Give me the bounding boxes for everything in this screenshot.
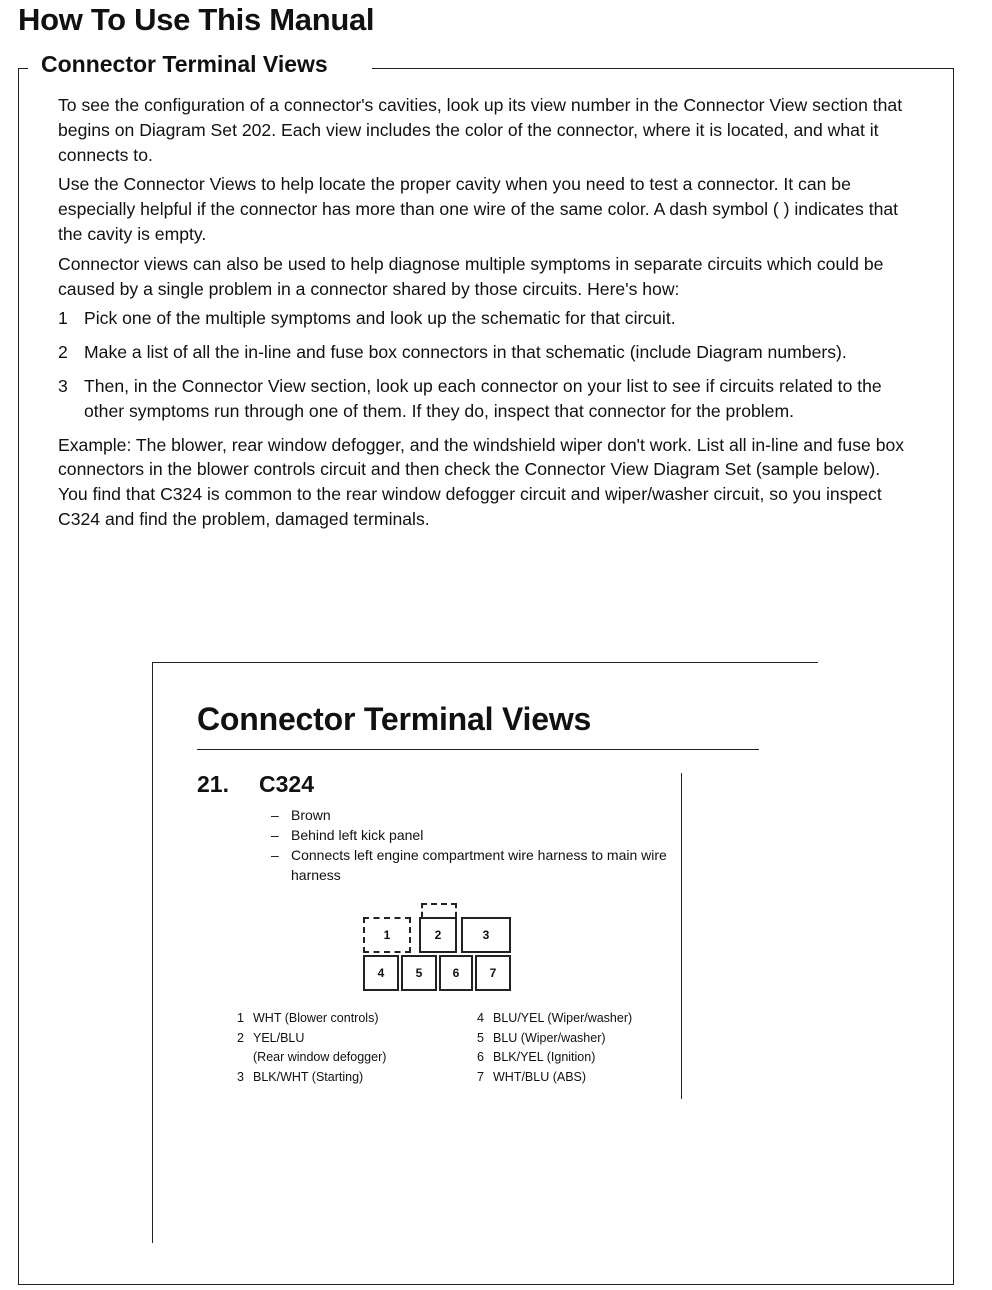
cavity-4: 4: [363, 955, 399, 991]
section-title: Connector Terminal Views: [37, 51, 332, 78]
step-number: 2: [58, 342, 68, 363]
pin-legend-item: [477, 1048, 632, 1068]
step-item: [58, 306, 908, 331]
pin-legend-item: [477, 1029, 632, 1049]
step-item: [58, 340, 908, 365]
cavity-1: 1: [363, 917, 411, 953]
detail-dash: –: [271, 827, 279, 843]
detail-dash: –: [271, 847, 279, 863]
pin-number: 1: [237, 1011, 244, 1025]
pin-legend-item: [477, 1009, 632, 1029]
step-item: [58, 374, 908, 424]
pin-legend-item: [477, 1068, 632, 1088]
body-text: [58, 93, 908, 537]
pin-number: 3: [237, 1069, 244, 1084]
step-number: 1: [58, 308, 68, 329]
step-text: Pick one of the multiple symptoms and look up the schematic for that circuit.: [84, 308, 676, 329]
pin-description: WHT (Blower controls): [253, 1011, 379, 1025]
detail-text: Behind left kick panel: [291, 827, 424, 843]
sample-title-rule: [197, 749, 759, 750]
pin-circuit-note: (Rear window defogger): [253, 1050, 387, 1064]
pin-description: BLK/WHT (Starting): [253, 1069, 364, 1084]
detail-text: Brown: [291, 807, 331, 823]
pin-description: BLU/YEL (Wiper/washer): [493, 1011, 633, 1025]
pin-number: 7: [477, 1069, 484, 1084]
sample-divider: [681, 773, 682, 1099]
detail-text: Connects left engine compartment wire harness to main wire harness: [291, 847, 667, 883]
connector-details: [271, 805, 667, 885]
connector-detail-connects: [271, 845, 667, 885]
connector-view-number: 21.: [197, 771, 229, 797]
intro-paragraph-1: To see the configuration of a connector's cavities, look up its view number in the Connector View section that begins on Diagram Set 202. Each view includes the color of the connector, where it is located, and what it connects to.: [58, 95, 903, 165]
intro-paragraph-2: Use the Connector Views to help locate the proper cavity when you need to test a connector. It can be especially helpful if the connector has more than one wire of the same color. A dash symbol ( ) indicates that the cavity is empty.: [58, 174, 899, 244]
frame-top-left-rule: [18, 68, 28, 69]
sample-title: Connector Terminal Views: [197, 701, 592, 737]
connector-id: C324: [259, 771, 314, 797]
step-text: Make a list of all the in-line and fuse box connectors in that schematic (include Diagram numbers).: [84, 342, 847, 363]
cavity-2: 2: [419, 917, 457, 953]
pin-description: BLU (Wiper/washer): [493, 1030, 606, 1045]
step-number: 3: [58, 375, 68, 396]
cavity-3: 3: [461, 917, 511, 953]
connector-lock-tab: [421, 903, 457, 917]
pin-number: 5: [477, 1030, 484, 1045]
connector-detail-color: [271, 805, 667, 825]
pin-number: 4: [477, 1011, 484, 1025]
pin-legend-right: [477, 1009, 632, 1087]
intro-paragraph-3: Connector views can also be used to help diagnose multiple symptoms in separate circuits which could be caused by a single problem in a connector shared by those circuits. Here's how:: [58, 253, 884, 299]
pin-legend-item: [237, 1009, 386, 1029]
example-paragraph: Example: The blower, rear window defogger, and the windshield wiper don't work. List all in-line and fuse box connectors in the blower controls circuit and then check the Connector View Diagram Set (sample below). You find that C324 is common to the rear window defogger circuit and wiper/washer circuit, so you inspect C324 and find the problem, damaged terminals.: [58, 434, 905, 529]
cavity-7: 7: [475, 955, 511, 991]
pin-description: WHT/BLU (ABS): [493, 1069, 587, 1084]
cavity-5: 5: [401, 955, 437, 991]
step-text: Then, in the Connector View section, look up each connector on your list to see if circuits related to the other symptoms run through one of them. If they do, inspect that connector for the problem.: [84, 375, 882, 421]
pin-description: BLK/YEL (Ignition): [493, 1050, 596, 1064]
steps-list: [58, 306, 908, 423]
sample-connector-view: [152, 662, 818, 1243]
page-title: How To Use This Manual: [18, 2, 375, 37]
cavity-6: 6: [439, 955, 473, 991]
detail-dash: –: [271, 807, 279, 823]
pin-legend-item: [237, 1029, 386, 1068]
pin-description: YEL/BLU: [253, 1030, 305, 1045]
connector-face-diagram: [363, 917, 513, 993]
pin-legend-left: [237, 1009, 386, 1087]
pin-number: 6: [477, 1050, 484, 1064]
frame-top-right-rule: [372, 68, 953, 69]
pin-number: 2: [237, 1030, 244, 1045]
connector-detail-location: [271, 825, 667, 845]
pin-legend-item: [237, 1068, 386, 1088]
